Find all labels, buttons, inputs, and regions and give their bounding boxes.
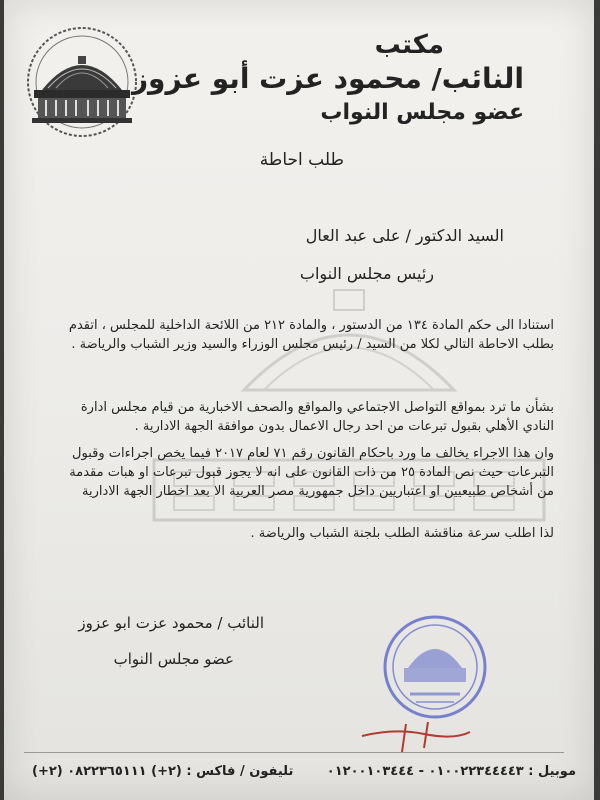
letterhead-office: مكتب [374,30,444,60]
body-paragraph-2: بشأن ما ترد بمواقع التواصل الاجتماعي والمواقع والصحف الاخبارية من قيام مجلس ادارة النادي الأهلي بقبول تبرعات من احد رجال الاعمال بدون موافقة الجهة الادارية . [80,400,554,434]
body-paragraph-1: استنادا الى حكم المادة ١٣٤ من الدستور ، والمادة ٢١٢ من اللائحة الداخلية للمجلس ، اتقدم بطلب الاحاطة التالي لكلا من السيد / رئيس مجلس الوزراء والسيد وزير الشباب والرياضة . [68,318,554,352]
signatory-role: عضو مجلس النواب [113,650,234,668]
footer-divider [24,752,564,753]
letter-subject: طلب احاطة [259,150,344,170]
addressee-title: رئيس مجلس النواب [299,264,434,283]
letterhead-role: عضو مجلس النواب [320,100,524,125]
body-paragraph-3: وان هذا الاجراء يخالف ما ورد باحكام القانون رقم ٧١ لعام ٢٠١٧ فيما يخص اجراءات وقبول التبرعات حيث نص المادة ٢٥ من ذات القانون على انه لا يجوز قبول تبرعات او هبات مقدمة من أشخاص طبيعيين او اعتباريين داخل جمهورية مصر العربية الا بعد اخطار الجهة الادارية [69,446,554,499]
addressee-salutation: السيد الدكتور / على عبد العال [305,226,504,245]
signatory-name: النائب / محمود عزت ابو عزوز [78,614,264,632]
footer-phone-fax: تليفون / فاكس : (٢+) ٠٨٢٢٣٦٥١١١ (٢+) [32,764,294,779]
letter-page [4,0,594,800]
letterhead-name: النائب/ محمود عزت أبو عزوز [131,62,524,95]
footer-mobile: موبيل : ٠١٠٠٢٢٣٤٤٤٤٣ - ٠١٢٠٠١٠٣٤٤٤ [326,764,576,779]
body-paragraph-4: لذا اطلب سرعة مناقشة الطلب بلجنة الشباب والرياضة . [250,526,554,541]
contact-footer [32,764,576,779]
office-stamp [380,612,490,722]
